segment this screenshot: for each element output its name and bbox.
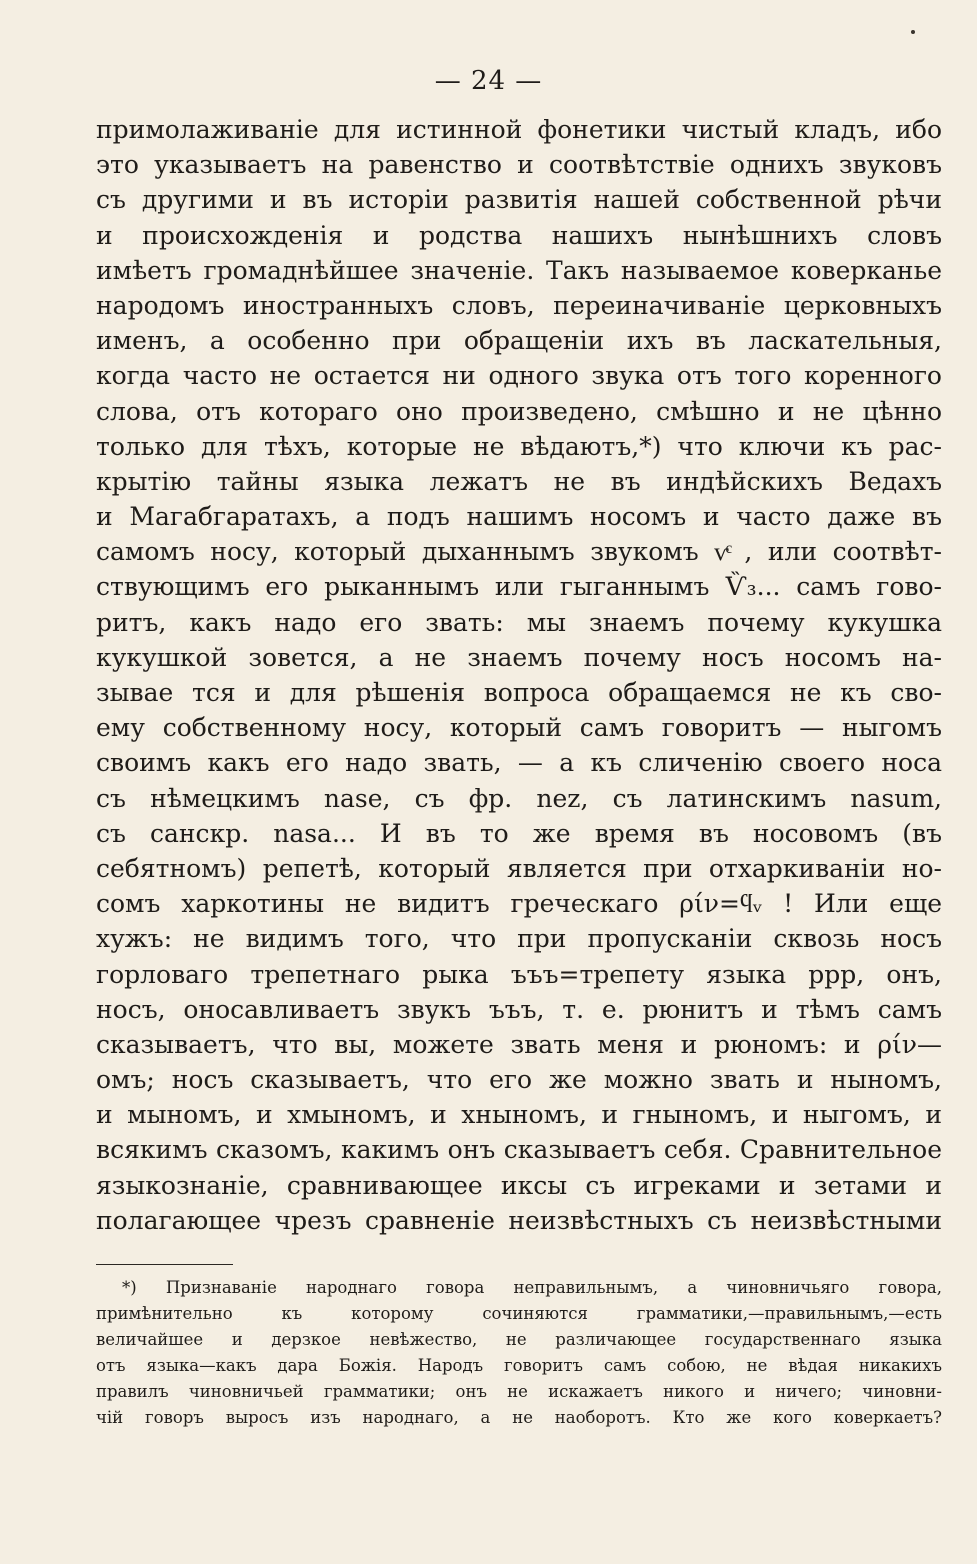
text-line: съ нѣмецкимъ nase, съ фр. nez, съ латинскимъ nasum, bbox=[96, 783, 942, 813]
text-line: слова, отъ котораго оно произведено, смѣшно и не цѣнно bbox=[96, 396, 942, 426]
text-line: ему собственному носу, который самъ говоритъ — ныгомъ bbox=[96, 713, 942, 743]
footnote bbox=[96, 1275, 942, 1431]
text-line: кукушкой зовется, а не знаемъ почему носъ носомъ на- bbox=[96, 642, 942, 672]
text-line: именъ, а особенно при обращеніи ихъ въ ласкательныя, bbox=[96, 326, 942, 356]
text-line: омъ; носъ сказываетъ, что его же можно звать и нынoмъ, bbox=[96, 1065, 942, 1095]
text-line: сомъ харкотины не видитъ греческаго ρίν=ϥᵥ ! Или еще bbox=[96, 889, 942, 919]
text-line: ритъ, какъ надо его звать: мы знаемъ почему кукушка bbox=[96, 607, 942, 637]
footnote-line: чій говоръ выросъ изъ народнаго, а не наоборотъ. Кто же кого коверкаетъ? bbox=[96, 1408, 942, 1427]
text-line: съ санскр. nasa... И въ то же время въ носовомъ (въ bbox=[96, 818, 942, 848]
text-line: самомъ носу, который дыханнымъ звукомъ ѵͨ , или соотвѣт- bbox=[96, 537, 942, 567]
text-line: и мыномъ, и хмыномъ, и хныномъ, и гныномъ, и ныгомъ, и bbox=[96, 1100, 942, 1130]
text-line: крытію тайны языка лежатъ не въ индѣйскихъ Ведахъ bbox=[96, 466, 942, 496]
text-line: это указываетъ на равенство и соотвѣтствіе однихъ звуковъ bbox=[96, 150, 942, 180]
text-line: носъ, оносавливаетъ звукъ ъъъ, т. е. рюнитъ и тѣмъ самъ bbox=[96, 994, 942, 1024]
text-line: языкознаніе, сравнивающее иксы съ игреками и зетами и bbox=[96, 1170, 942, 1200]
text-line: зывае тся и для рѣшенія вопроса обращаемся не къ сво- bbox=[96, 678, 942, 707]
text-line: примолаживаніе для истинной фонетики чистый кладъ, ибо bbox=[96, 115, 942, 144]
page-number: — 24 — bbox=[434, 66, 543, 96]
text-line: хужъ: не видимъ того, что при пропусканіи сквозь носъ bbox=[96, 924, 942, 954]
footnote-line: величайшее и дерзкое невѣжество, не различающее государственнаго языка bbox=[96, 1330, 942, 1349]
footnote-line: примѣнительно къ которому сочиняются грамматики,—правильнымъ,—есть bbox=[96, 1304, 942, 1323]
text-line: себятномъ) репетѣ, который является при отхаркиваніи но- bbox=[96, 853, 942, 883]
footnote-line: *) Признаваніе народнаго говора неправильнымъ, а чиновничьяго говора, bbox=[122, 1278, 942, 1297]
footnote-line: отъ языка—какъ дара Божія. Народъ говоритъ самъ собою, не вѣдая никакихъ bbox=[96, 1356, 942, 1375]
text-line: полагающее чрезъ сравненіе неизвѣстныхъ съ неизвѣстными bbox=[96, 1205, 942, 1235]
ink-speck bbox=[911, 30, 915, 34]
text-line: ствующимъ его рыканнымъ или гыганнымъ Ѷ₃... самъ говo- bbox=[96, 572, 942, 602]
text-line: сказываетъ, что вы, можете звать меня и рюномъ: и ρίν— bbox=[96, 1029, 942, 1059]
text-line: горловаго трепетнаго рыка ъъъ=трепету языка ррр, онъ, bbox=[96, 959, 942, 989]
text-line: когда часто не остается ни одного звука отъ того коренного bbox=[96, 361, 942, 391]
main-text bbox=[96, 112, 942, 1238]
footnote-line: правилъ чиновничьей грамматики; онъ не искажаетъ никого и ничего; чиновни- bbox=[96, 1382, 942, 1401]
text-line: народомъ иностранныхъ словъ, переиначиваніе церковныхъ bbox=[96, 290, 942, 320]
text-line: и происхожденія и родства нашихъ нынѣшнихъ словъ bbox=[96, 220, 942, 250]
text-line: имѣетъ громаднѣйшее значеніе. Такъ называемое коверканье bbox=[96, 255, 942, 285]
text-line: съ другими и въ исторіи развитія нашей собственной рѣчи bbox=[96, 185, 942, 215]
text-line: только для тѣхъ, которые не вѣдаютъ,*) что ключи къ рас- bbox=[96, 431, 942, 461]
text-line: всякимъ сказомъ, какимъ онъ сказываетъ себя. Сравнительное bbox=[96, 1135, 942, 1165]
footnote-divider bbox=[96, 1264, 233, 1265]
text-line: и Магабгаратахъ, а подъ нашимъ носомъ и часто даже въ bbox=[96, 502, 942, 532]
text-line: своимъ какъ его надо звать, — а къ сличенію своего носа bbox=[96, 748, 942, 778]
